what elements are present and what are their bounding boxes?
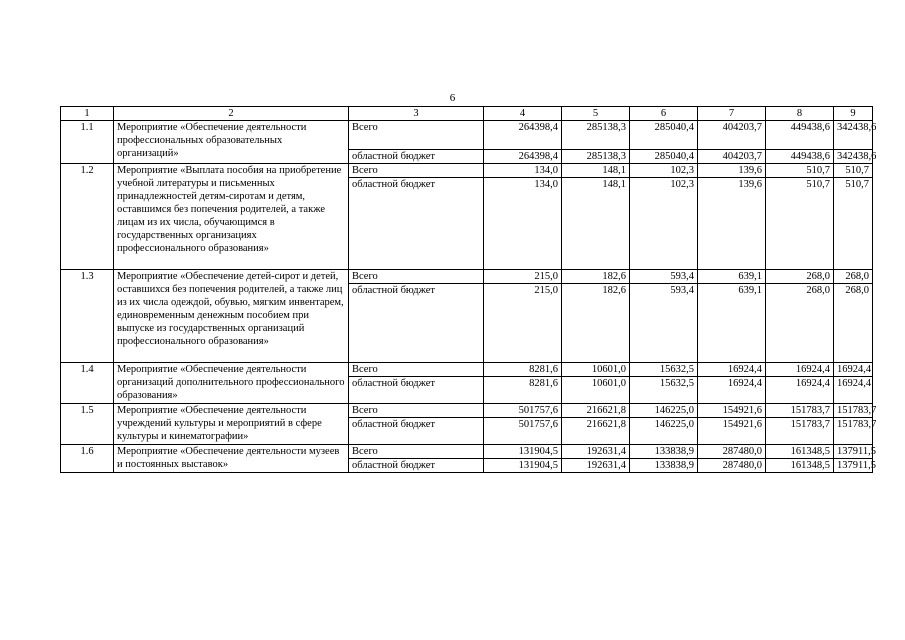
value-cell: 510,7 [834, 178, 873, 270]
value-cell: 268,0 [834, 284, 873, 363]
header-cell: 6 [630, 107, 698, 121]
value-cell: 593,4 [630, 270, 698, 284]
measure-description-cell: Мероприятие «Обеспечение деятельности организаций дополнительного профессионального образования» [114, 363, 349, 404]
funding-source-cell: областной бюджет [349, 150, 484, 164]
value-cell: 151783,7 [834, 418, 873, 445]
funding-source-cell: Всего [349, 445, 484, 459]
measure-description-cell: Мероприятие «Обеспечение детей-сирот и детей, оставшихся без попечения родителей, а также лиц из их числа одеждой, обувью, мягким инвентарем, единовременным денежным пособием при выпуске из государственных организаций профессионального образования» [114, 270, 349, 363]
value-cell: 151783,7 [834, 404, 873, 418]
table-row [61, 404, 873, 418]
value-cell: 131904,5 [484, 459, 562, 473]
row-number-cell: 1.6 [61, 445, 114, 473]
value-cell: 285138,3 [562, 121, 630, 150]
value-cell: 8281,6 [484, 377, 562, 404]
value-cell: 15632,5 [630, 377, 698, 404]
value-cell: 131904,5 [484, 445, 562, 459]
funding-source-cell: областной бюджет [349, 377, 484, 404]
measure-description-cell: Мероприятие «Обеспечение деятельности учреждений культуры и мероприятий в сфере культуры и кинематографии» [114, 404, 349, 445]
table-row [61, 363, 873, 377]
value-cell: 146225,0 [630, 418, 698, 445]
value-cell: 215,0 [484, 284, 562, 363]
value-cell: 102,3 [630, 178, 698, 270]
value-cell: 192631,4 [562, 445, 630, 459]
value-cell: 151783,7 [766, 418, 834, 445]
measure-description-cell: Мероприятие «Обеспечение деятельности профессиональных образовательных организаций» [114, 121, 349, 164]
value-cell: 216621,8 [562, 418, 630, 445]
header-cell: 3 [349, 107, 484, 121]
value-cell: 192631,4 [562, 459, 630, 473]
value-cell: 161348,5 [766, 459, 834, 473]
funding-source-cell: областной бюджет [349, 459, 484, 473]
value-cell: 285138,3 [562, 150, 630, 164]
value-cell: 639,1 [698, 270, 766, 284]
table-row [61, 121, 873, 150]
value-cell: 501757,6 [484, 404, 562, 418]
header-cell: 8 [766, 107, 834, 121]
row-number-cell: 1.2 [61, 164, 114, 270]
value-cell: 639,1 [698, 284, 766, 363]
value-cell: 15632,5 [630, 363, 698, 377]
value-cell: 216621,8 [562, 404, 630, 418]
budget-table [60, 106, 877, 473]
value-cell: 16924,4 [834, 377, 873, 404]
measure-description-cell: Мероприятие «Обеспечение деятельности музеев и постоянных выставок» [114, 445, 349, 473]
value-cell: 404203,7 [698, 121, 766, 150]
value-cell: 133838,9 [630, 459, 698, 473]
header-cell: 4 [484, 107, 562, 121]
value-cell: 285040,4 [630, 121, 698, 150]
value-cell: 148,1 [562, 178, 630, 270]
header-cell: 2 [114, 107, 349, 121]
value-cell: 268,0 [766, 270, 834, 284]
value-cell: 510,7 [766, 178, 834, 270]
value-cell: 134,0 [484, 164, 562, 178]
value-cell: 16924,4 [834, 363, 873, 377]
value-cell: 182,6 [562, 284, 630, 363]
header-cell: 1 [61, 107, 114, 121]
funding-source-cell: Всего [349, 404, 484, 418]
value-cell: 264398,4 [484, 150, 562, 164]
value-cell: 285040,4 [630, 150, 698, 164]
header-cell: 5 [562, 107, 630, 121]
value-cell: 404203,7 [698, 150, 766, 164]
funding-source-cell: Всего [349, 363, 484, 377]
table-body [61, 107, 877, 473]
value-cell: 287480,0 [698, 459, 766, 473]
value-cell: 137911,5 [834, 445, 873, 459]
funding-source-cell: областной бюджет [349, 178, 484, 270]
value-cell: 16924,4 [698, 377, 766, 404]
header-cell: 7 [698, 107, 766, 121]
value-cell: 10601,0 [562, 363, 630, 377]
value-cell: 146225,0 [630, 404, 698, 418]
value-cell: 8281,6 [484, 363, 562, 377]
value-cell: 449438,6 [766, 150, 834, 164]
value-cell: 134,0 [484, 178, 562, 270]
value-cell: 215,0 [484, 270, 562, 284]
value-cell: 151783,7 [766, 404, 834, 418]
table-row [61, 270, 873, 284]
value-cell: 510,7 [834, 164, 873, 178]
value-cell: 182,6 [562, 270, 630, 284]
value-cell: 16924,4 [698, 363, 766, 377]
funding-source-cell: Всего [349, 270, 484, 284]
value-cell: 139,6 [698, 164, 766, 178]
value-cell: 102,3 [630, 164, 698, 178]
value-cell: 287480,0 [698, 445, 766, 459]
value-cell: 133838,9 [630, 445, 698, 459]
row-number-cell: 1.3 [61, 270, 114, 363]
value-cell: 268,0 [766, 284, 834, 363]
value-cell: 264398,4 [484, 121, 562, 150]
value-cell: 342438,6 [834, 121, 873, 150]
funding-source-cell: областной бюджет [349, 418, 484, 445]
value-cell: 139,6 [698, 178, 766, 270]
value-cell: 161348,5 [766, 445, 834, 459]
value-cell: 154921,6 [698, 418, 766, 445]
page-number: 6 [449, 92, 456, 104]
value-cell: 342438,6 [834, 150, 873, 164]
row-number-cell: 1.4 [61, 363, 114, 404]
value-cell: 10601,0 [562, 377, 630, 404]
value-cell: 449438,6 [766, 121, 834, 150]
value-cell: 16924,4 [766, 363, 834, 377]
row-number-cell: 1.1 [61, 121, 114, 164]
header-cell: 9 [834, 107, 873, 121]
header-row [61, 107, 873, 121]
value-cell: 501757,6 [484, 418, 562, 445]
funding-source-cell: Всего [349, 121, 484, 150]
value-cell: 268,0 [834, 270, 873, 284]
value-cell: 137911,5 [834, 459, 873, 473]
table-row [61, 445, 873, 459]
table-row [61, 164, 873, 178]
row-number-cell: 1.5 [61, 404, 114, 445]
value-cell: 593,4 [630, 284, 698, 363]
value-cell: 510,7 [766, 164, 834, 178]
value-cell: 148,1 [562, 164, 630, 178]
value-cell: 154921,6 [698, 404, 766, 418]
value-cell: 16924,4 [766, 377, 834, 404]
funding-source-cell: областной бюджет [349, 284, 484, 363]
funding-source-cell: Всего [349, 164, 484, 178]
measure-description-cell: Мероприятие «Выплата пособия на приобретение учебной литературы и письменных принадлежностей детям-сиротам и детям, оставшимся без попечения родителей, а также лицам из их числа, обучающимся в государственных организациях профессионального образования» [114, 164, 349, 270]
